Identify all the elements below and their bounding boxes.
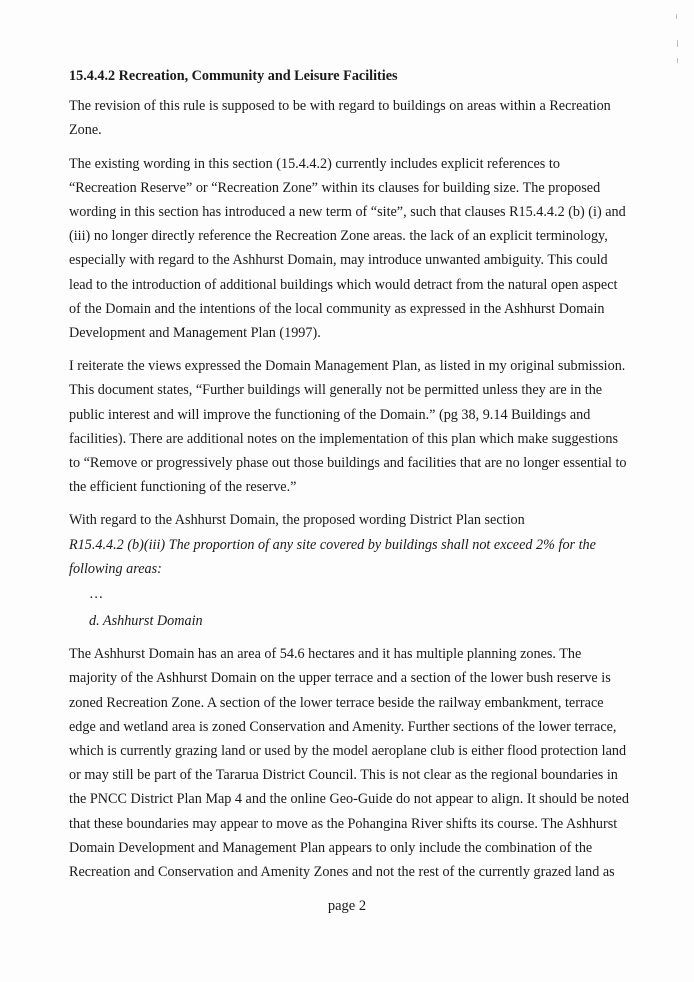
paragraph: The revision of this rule is supposed to be with regard to buildings on areas within a Recreation Zone.	[69, 98, 611, 139]
paragraph: The Ashhurst Domain has an area of 54.6 hectares and it has multiple planning zones. The majority of the Ashhurst Domain on the upper terrace and a section of the lower bush reserve is zoned Recreation Zone. A section of the lower terrace beside the railway embankment, terrace edge and wetland area is zoned Conservation and Amenity. Further sections of the lower terrace, which is currently grazing land or used by the model aeroplane club is either flood protection land or may still be part of the Tararua District Council. This is not clear as the regional boundaries in the PNCC District Plan Map 4 and the online Geo-Guide do not appear to align. It should be noted that these boundaries may appear to move as the Pohangina River shifts its course. The Ashhurst Domain Development and Management Plan appears to only include the combination of the Recreation and Conservation and Amenity Zones and not the rest of the currently grazed land as	[69, 646, 629, 881]
scan-artifact	[676, 14, 677, 19]
rule-subitem: d. Ashhurst Domain	[89, 613, 203, 630]
paragraph: I reiterate the views expressed the Domain Management Plan, as listed in my original submission. This document states, “Further buildings will generally not be permitted unless they are in the public interest and will improve the functioning of the Domain.” (pg 38, 9.14 Buildings and facilities). There are additional notes on the implementation of this plan which make suggestions to “Remove or progressively phase out those buildings and facilities that are no longer essential to the efficient functioning of the reserve.”	[69, 358, 627, 496]
document-body	[69, 64, 631, 893]
regard-line: With regard to the Ashhurst Domain, the proposed wording District Plan section	[69, 512, 525, 529]
ellipsis: …	[89, 586, 104, 603]
scan-artifact	[677, 58, 678, 63]
rule-quote: R15.4.4.2 (b)(iii) The proportion of any site covered by buildings shall not exceed 2% for the following areas:	[69, 536, 596, 577]
section-heading: 15.4.4.2 Recreation, Community and Leisure Facilities	[69, 68, 398, 84]
scan-artifact	[677, 40, 678, 47]
paragraph: The existing wording in this section (15.4.4.2) currently includes explicit references to “Recreation Reserve” or “Recreation Zone” within its clauses for building size. The proposed wording in this section has introduced a new term of “site”, such that clauses R15.4.4.2 (b) (i) and (iii) no longer directly reference the Recreation Zone areas. the lack of an explicit terminology, especially with regard to the Ashhurst Domain, may introduce unwanted ambiguity. This could lead to the introduction of additional buildings which would detract from the natural open aspect of the Domain and the intentions of the local community as expressed in the Ashhurst Domain Development and Management Plan (1997).	[69, 155, 626, 342]
page-number: page 2	[327, 898, 367, 914]
